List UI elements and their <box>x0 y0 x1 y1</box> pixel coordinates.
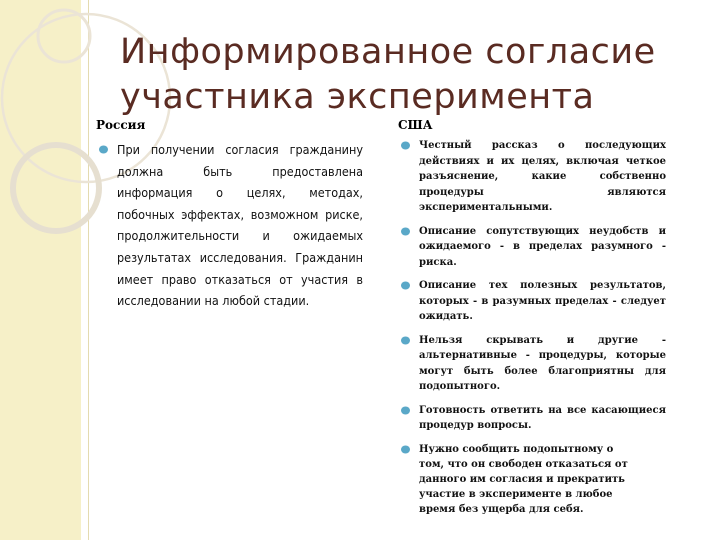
usa-item <box>398 224 666 271</box>
bullet-icon <box>400 405 411 416</box>
usa-item-text: Описание тех полезных результатов, которых - в разумных пределах - следует ожидать. <box>419 280 666 322</box>
usa-item-text: Описание сопутствующих неудобств и ожидаемого - в пределах разумного - риска. <box>419 225 666 268</box>
russia-item-text: При получении согласия гражданину должна быть предоставлена информация о целях, методах, побочных эффектах, возможном риске, продолжительности и ожидаемых результатах исследования. Гражданин имеет право отказаться от участия в исследовании на любой стадии. <box>117 142 363 309</box>
usa-column <box>398 118 666 525</box>
usa-item <box>398 138 666 216</box>
usa-item <box>398 442 666 517</box>
usa-list <box>398 138 666 517</box>
russia-column <box>96 118 363 312</box>
bullet-icon <box>98 144 109 155</box>
russia-item <box>96 139 363 312</box>
russia-heading: Россия <box>96 118 146 132</box>
usa-item-text: Готовность ответить на все касающиеся процедур вопросы. <box>419 404 666 431</box>
bullet-icon <box>400 280 411 291</box>
decorative-circle-medium <box>13 145 99 231</box>
slide-title: Информированное согласие участника эксперимента <box>120 32 656 117</box>
usa-item-text: Нужно сообщить подопытному о том, что он свободен отказаться от данного им согласия и прекратить участие в эксперименте в любое время без ущерба для себя. <box>419 443 628 515</box>
usa-item <box>398 403 666 434</box>
usa-item <box>398 333 666 395</box>
bullet-icon <box>400 444 411 455</box>
bullet-icon <box>400 140 411 151</box>
bullet-icon <box>400 226 411 237</box>
usa-item <box>398 278 666 325</box>
bullet-icon <box>400 335 411 346</box>
usa-heading: США <box>398 118 433 132</box>
usa-item-text: Честный рассказ о последующих действиях и их целях, включая четкое разъяснение, какие собственно процедуры являются экспериментальными. <box>419 140 666 213</box>
usa-item-text: Нельзя скрывать и другие - альтернативные - процедуры, которые могут быть более благоприятны для подопытного. <box>419 334 666 392</box>
